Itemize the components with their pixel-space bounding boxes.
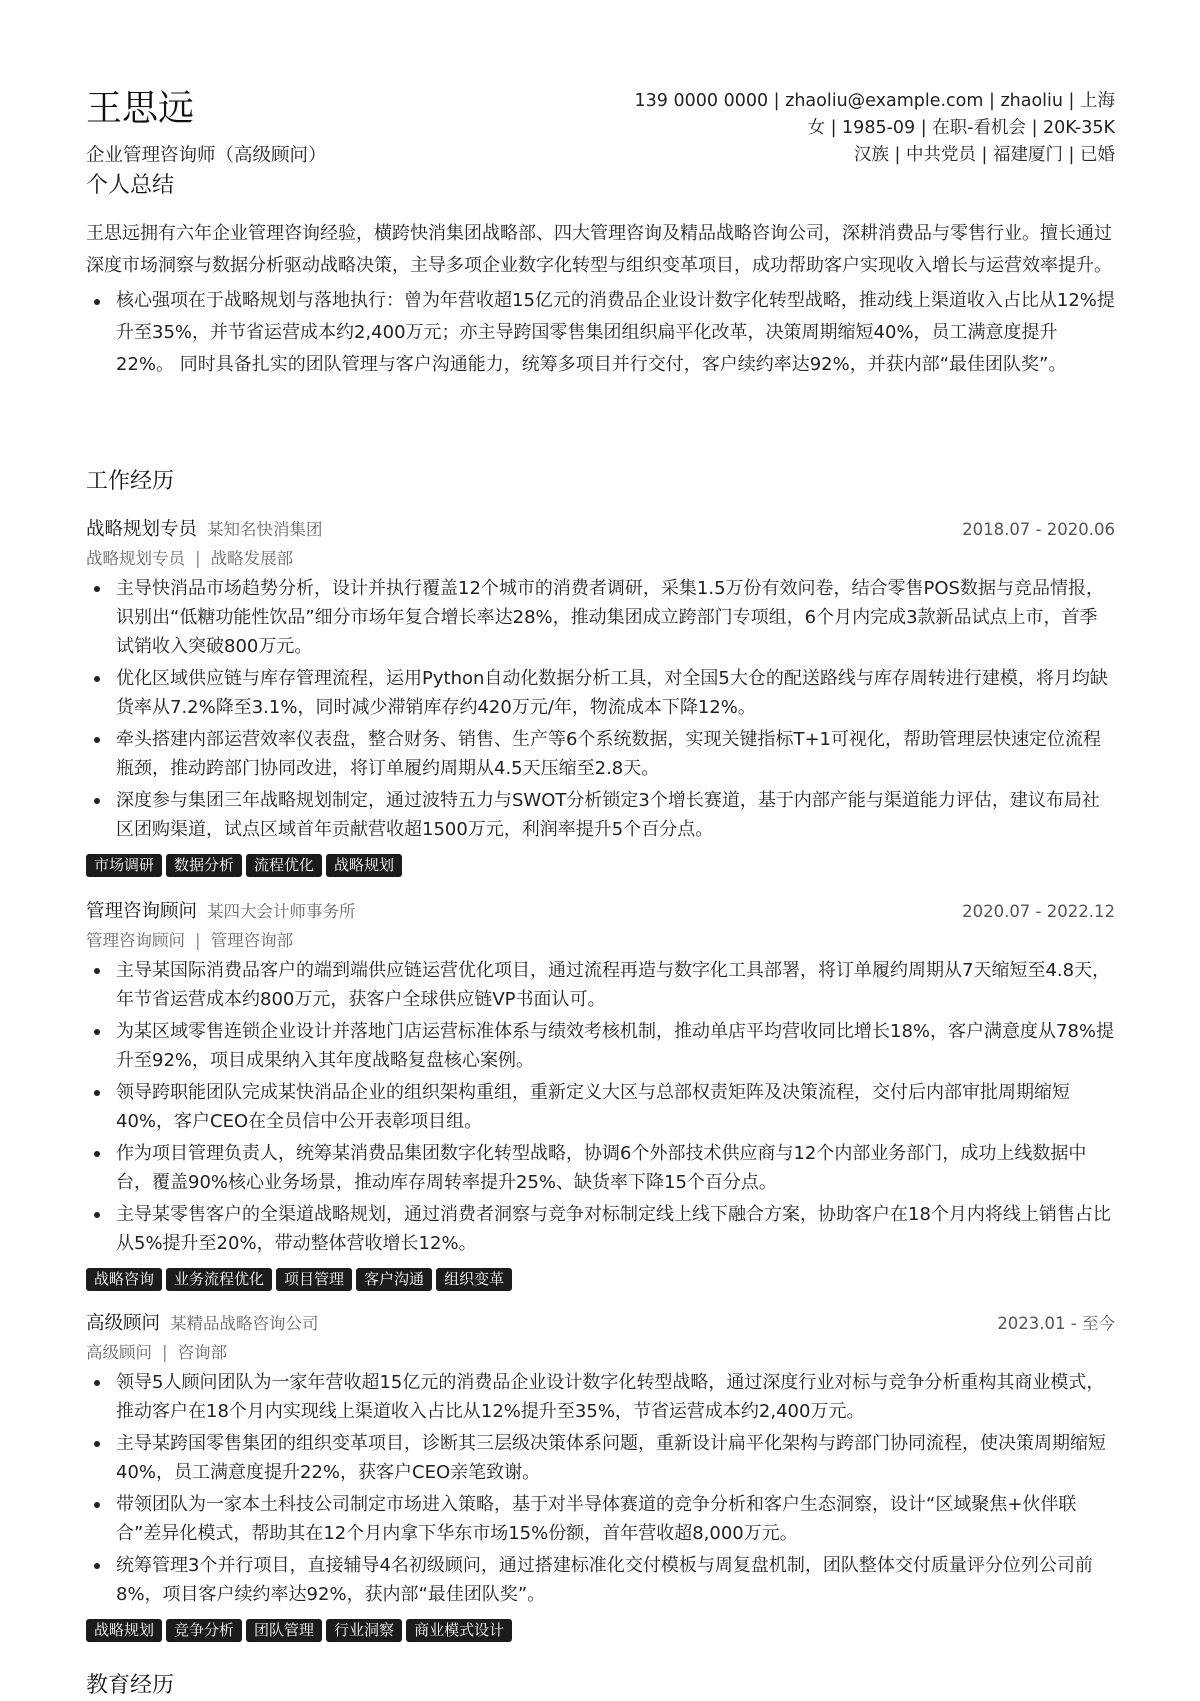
job-bullet: 作为项目管理负责人，统筹某消费品集团数字化转型战略，协调6个外部技术供应商与12个内部业务部门，成功上线数据中台，覆盖90%核心业务场景，推动库存周转率提升25%、缺货率下降15个百分点。 — [86, 1139, 1115, 1197]
job-entry — [86, 1309, 1115, 1643]
contact-info — [635, 88, 1115, 169]
summary-bullet: 核心强项在于战略规划与落地执行：曾为年营收超15亿元的消费品企业设计数字化转型战略，推动线上渠道收入占比从12%提升至35%，并节省运营成本约2,400万元；亦主导跨国零售集团组织扁平化改革，决策周期缩短40%，员工满意度提升22%。 同时具备扎实的团队管理与客户沟通能力，统筹多项目并行交付，客户续约率达92%，并获内部“最佳团队奖”。 — [86, 285, 1115, 381]
skill-tag: 战略规划 — [86, 1619, 162, 1642]
job-bullet: 统筹管理3个并行项目，直接辅导4名初级顾问，通过搭建标准化交付模板与周复盘机制，团队整体交付质量评分位列公司前8%，项目客户续约率达92%，获内部“最佳团队奖”。 — [86, 1551, 1115, 1609]
skill-tags — [86, 1619, 1115, 1643]
contact-line: 139 0000 0000 | zhaoliu@example.com | zhaoliu | 上海 — [634, 91, 1115, 111]
job-title: 管理咨询顾问 — [86, 901, 198, 922]
job-bullet: 深度参与集团三年战略规划制定，通过波特五力与SWOT分析锁定3个增长赛道，基于内部产能与渠道能力评估，建议布局社区团购渠道，试点区域首年贡献营收超1500万元，利润率提升5个百分点。 — [86, 786, 1115, 844]
job-bullet: 主导某国际消费品客户的端到端供应链运营优化项目，通过流程再造与数字化工具部署，将订单履约周期从7天缩短至4.8天，年节省运营成本约800万元，获客户全球供应链VP书面认可。 — [86, 956, 1115, 1014]
skill-tag: 组织变革 — [436, 1268, 512, 1291]
job-title: 高级顾问 — [86, 1313, 161, 1334]
job-bullets — [86, 574, 1115, 844]
job-bullet: 领导跨职能团队完成某快消品企业的组织架构重组，重新定义大区与总部权责矩阵及决策流程，交付后内部审批周期缩短40%，客户CEO在全员信中公开表彰项目组。 — [86, 1078, 1115, 1136]
job-company: 某知名快消集团 — [207, 520, 323, 539]
job-bullets — [86, 956, 1115, 1258]
resume-header — [86, 0, 1115, 172]
job-subtitle — [86, 545, 1115, 573]
job-date: 2018.07 - 2020.06 — [962, 520, 1115, 539]
summary-paragraph: 王思远拥有六年企业管理咨询经验，横跨快消集团战略部、四大管理咨询及精品战略咨询公司，深耕消费品与零售行业。擅长通过深度市场洞察与数据分析驱动战略决策，主导多项企业数字化转型与组织变革项目，成功帮助客户实现收入增长与运营效率提升。 — [86, 223, 1112, 276]
job-bullet: 领导5人顾问团队为一家年营收超15亿元的消费品企业设计数字化转型战略，通过深度行业对标与竞争分析重构其商业模式，推动客户在18个月内实现线上渠道收入占比从12%提升至35%，节省运营成本约2,400万元。 — [86, 1368, 1115, 1426]
job-bullet: 主导某跨国零售集团的组织变革项目，诊断其三层级决策体系问题，重新设计扁平化架构与跨部门协同流程，使决策周期缩短40%，员工满意度提升22%，获客户CEO亲笔致谢。 — [86, 1429, 1115, 1487]
skill-tag: 行业洞察 — [326, 1619, 402, 1642]
job-position: 战略规划专员 — [86, 549, 185, 568]
separator: | — [195, 931, 201, 950]
skill-tag: 竞争分析 — [166, 1619, 242, 1642]
skill-tag: 市场调研 — [86, 854, 162, 877]
job-date: 2023.01 - 至今 — [997, 1314, 1115, 1333]
skill-tag: 战略规划 — [326, 854, 402, 877]
education-section-title: 教育经历 — [86, 1673, 175, 1698]
skill-tags — [86, 1268, 1115, 1292]
job-entry — [86, 515, 1115, 878]
job-header — [86, 897, 1115, 927]
job-position: 高级顾问 — [86, 1343, 152, 1362]
job-bullet: 主导某零售客户的全渠道战略规划，通过消费者洞察与竞争对标制定线上线下融合方案，协助客户在18个月内将线上销售占比从5%提升至20%，带动整体营收增长12%。 — [86, 1200, 1115, 1258]
job-header — [86, 1309, 1115, 1339]
job-bullet: 主导快消品市场趋势分析，设计并执行覆盖12个城市的消费者调研，采集1.5万份有效问卷，结合零售POS数据与竞品情报，识别出“低糖功能性饮品”细分市场年复合增长率达28%，推动集团成立跨部门专项组，6个月内完成3款新品试点上市，首季试销收入突破800万元。 — [86, 574, 1115, 661]
job-header — [86, 515, 1115, 545]
work-section-title: 工作经历 — [86, 469, 175, 494]
candidate-role: 企业管理咨询师（高级顾问） — [86, 145, 327, 166]
skill-tag: 战略咨询 — [86, 1268, 162, 1291]
summary-section-title: 个人总结 — [86, 173, 175, 198]
job-department: 管理咨询部 — [210, 931, 294, 950]
job-bullet: 带领团队为一家本土科技公司制定市场进入策略，基于对半导体赛道的竞争分析和客户生态洞察，设计“区域聚焦+伙伴联合”差异化模式，帮助其在12个月内拿下华东市场15%份额，首年营收超8,000万元。 — [86, 1490, 1115, 1548]
job-subtitle — [86, 1339, 1115, 1367]
skill-tag: 流程优化 — [246, 854, 322, 877]
job-entry — [86, 897, 1115, 1292]
skill-tag: 团队管理 — [246, 1619, 322, 1642]
job-title: 战略规划专员 — [86, 519, 198, 540]
skill-tags — [86, 854, 1115, 878]
job-company: 某精品战略咨询公司 — [170, 1314, 319, 1333]
candidate-name: 王思远 — [86, 88, 195, 129]
summary-bullets — [86, 285, 1115, 381]
job-position: 管理咨询顾问 — [86, 931, 185, 950]
contact-line: 女 | 1985-09 | 在职-看机会 | 20K-35K — [807, 118, 1115, 138]
contact-line: 汉族 | 中共党员 | 福建厦门 | 已婚 — [853, 145, 1115, 165]
job-bullets — [86, 1368, 1115, 1609]
separator: | — [162, 1343, 168, 1362]
job-bullet: 牵头搭建内部运营效率仪表盘，整合财务、销售、生产等6个系统数据，实现关键指标T+1可视化，帮助管理层快速定位流程瓶颈，推动跨部门协同改进，将订单履约周期从4.5天压缩至2.8天。 — [86, 725, 1115, 783]
separator: | — [195, 549, 201, 568]
skill-tag: 数据分析 — [166, 854, 242, 877]
job-company: 某四大会计师事务所 — [207, 902, 356, 921]
skill-tag: 商业模式设计 — [406, 1619, 512, 1642]
job-subtitle — [86, 927, 1115, 955]
summary-section — [86, 218, 1115, 381]
skill-tag: 客户沟通 — [356, 1268, 432, 1291]
job-department: 咨询部 — [177, 1343, 228, 1362]
job-department: 战略发展部 — [210, 549, 294, 568]
job-date: 2020.07 - 2022.12 — [962, 902, 1115, 921]
skill-tag: 业务流程优化 — [166, 1268, 272, 1291]
job-bullet: 为某区域零售连锁企业设计并落地门店运营标准体系与绩效考核机制，推动单店平均营收同比增长18%，客户满意度从78%提升至92%，项目成果纳入其年度战略复盘核心案例。 — [86, 1017, 1115, 1075]
resume-page — [86, 0, 1115, 1698]
skill-tag: 项目管理 — [276, 1268, 352, 1291]
job-bullet: 优化区域供应链与库存管理流程，运用Python自动化数据分析工具，对全国5大仓的配送路线与库存周转进行建模，将月均缺货率从7.2%降至3.1%，同时减少滞销库存约420万元/年，物流成本下降12%。 — [86, 664, 1115, 722]
